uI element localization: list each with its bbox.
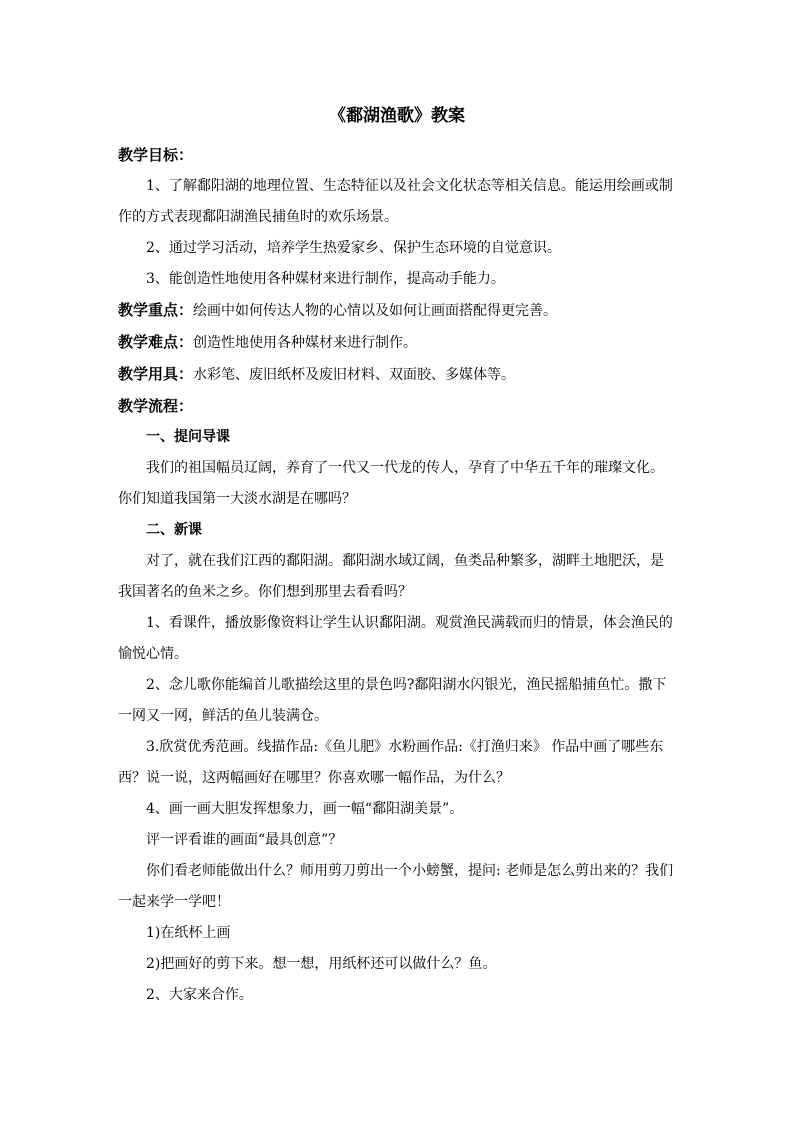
document-body	[118, 140, 676, 1011]
section2-paragraph-8: 1)在纸杯上画	[146, 925, 231, 941]
key-point-row	[118, 295, 676, 327]
goal-item-2: 2、通过学习活动，培养学生热爱家乡、保护生态环境的自觉意识。	[146, 240, 561, 256]
goal-item-3: 3、能创造性地使用各种媒材来进行制作，提高动手能力。	[146, 271, 505, 287]
tools-label: 教学用具：	[118, 365, 194, 383]
difficulty-label: 教学难点：	[118, 333, 194, 351]
section1-text: 我们的祖国幅员辽阔，养育了一代又一代龙的传人，孕育了中华五千年的璀璨文化。你们知道我国第一大淡水湖是在哪吗？	[118, 460, 664, 507]
goals-heading: 教学目标：	[118, 146, 194, 164]
section2-heading: 二、新课	[146, 522, 202, 538]
key-point-label: 教学重点：	[118, 301, 194, 319]
section2-paragraph-10: 2、大家来合作。	[146, 987, 253, 1003]
difficulty-text: 创造性地使用各种媒材来进行制作。	[193, 335, 418, 351]
section2-paragraph-4: 3.欣赏优秀范画。线描作品:《鱼儿肥》水粉画作品:《打渔归来》 作品中画了哪些东西？说一说，这两幅画好在哪里？你喜欢哪一幅作品，为什么？	[118, 739, 664, 786]
section2-paragraph-6: 评一评看谁的画面“最具创意”？	[146, 832, 343, 848]
section2-paragraph-5: 4、画一画大胆发挥想象力，画一幅“鄱阳湖美景”。	[146, 801, 464, 817]
section2-paragraph-2: 1、看课件，播放影像资料让学生认识鄱阳湖。观赏渔民满载而归的情景，体会渔民的愉悦心情。	[118, 615, 673, 662]
tools-row	[118, 359, 676, 391]
document-title: 《鄱湖渔歌》教案	[329, 106, 465, 126]
section1-heading: 一、提问导课	[146, 429, 230, 445]
section2-paragraph-1: 对了，就在我们江西的鄱阳湖。鄱阳湖水域辽阔，鱼类品种繁多，湖畔土地肥沃，是我国著名的鱼米之乡。你们想到那里去看看吗？	[118, 553, 664, 600]
key-point-text: 绘画中如何传达人物的心情以及如何让画面搭配得更完善。	[193, 303, 558, 319]
tools-text: 水彩笔、废旧纸杯及废旧材料、双面胶、多媒体等。	[193, 367, 516, 383]
section2-paragraph-7: 你们看老师能做出什么？师用剪刀剪出一个小螃蟹，提问: 老师是怎么剪出来的？我们一起来学一学吧！	[118, 863, 674, 910]
process-heading: 教学流程：	[118, 397, 194, 415]
section2-paragraph-3: 2、念儿歌你能编首儿歌描绘这里的景色吗?鄱阳湖水闪银光，渔民摇船捕鱼忙。撒下一网又一网，鲜活的鱼儿装满仓。	[118, 677, 667, 724]
section2-paragraph-9: 2)把画好的剪下来。想一想，用纸杯还可以做什么？鱼。	[146, 956, 497, 972]
difficulty-row	[118, 327, 676, 359]
goal-item-1: 1、了解鄱阳湖的地理位置、生态特征以及社会文化状态等相关信息。能运用绘画或制作的方式表现鄱阳湖渔民捕鱼时的欢乐场景。	[118, 178, 673, 225]
